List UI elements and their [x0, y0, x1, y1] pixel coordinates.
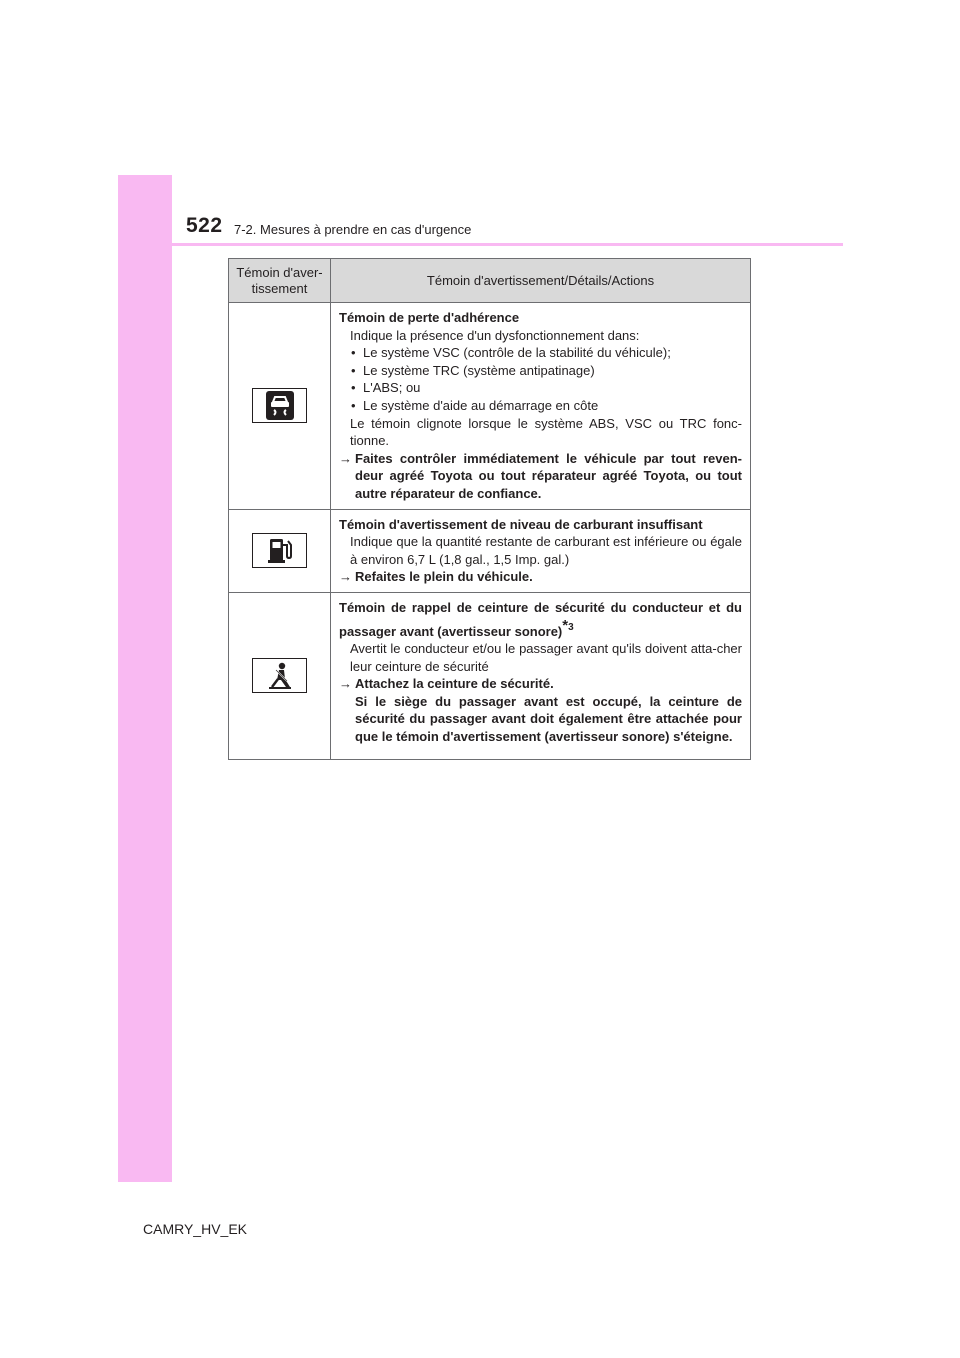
row-note: Le témoin clignote lorsque le système ABS, VSC ou TRC fonc-tionne.	[350, 415, 742, 449]
warning-light-table	[228, 258, 751, 760]
table-row	[229, 592, 751, 759]
arrow-icon: →	[339, 676, 352, 692]
column-header-details: Témoin d'avertissement/Détails/Actions	[331, 259, 751, 303]
fuel-pump-icon	[252, 533, 307, 568]
footnote-star: *	[562, 616, 569, 634]
row-action	[339, 675, 742, 693]
row-intro: Indique la présence d'un dysfonctionnement dans:	[350, 327, 640, 343]
list-item: • Le système d'aide au démarrage en côte	[339, 397, 742, 415]
list-item: • Le système TRC (système antipatinage)	[339, 362, 742, 380]
row-intro: Avertit le conducteur et/ou le passager avant qu'ils doivent atta-cher leur ceinture de sécurité	[350, 641, 742, 674]
document-code: CAMRY_HV_EK	[143, 1221, 248, 1237]
row-intro: Indique que la quantité restante de carburant est inférieure ou égale à environ 6,7 L (1,8 gal., 1,5 Imp. gal.)	[350, 534, 742, 567]
seat-belt-icon	[252, 658, 307, 693]
arrow-icon: →	[339, 450, 352, 466]
row-action	[339, 450, 742, 503]
table-row	[229, 509, 751, 592]
list-item: • Le système VSC (contrôle de la stabilité du véhicule);	[339, 344, 742, 362]
row-action	[339, 568, 742, 586]
row-title	[339, 599, 742, 640]
section-title: 7-2. Mesures à prendre en cas d'urgence	[234, 222, 472, 237]
column-header-icon-line2: tissement	[251, 280, 308, 296]
row-action-text: Attachez la ceinture de sécurité.	[355, 676, 554, 692]
row-title: Témoin d'avertissement de niveau de carburant insuffisant	[339, 516, 703, 532]
arrow-icon: →	[339, 569, 352, 585]
list-item: • L'ABS; ou	[339, 379, 742, 397]
row-title-text: Témoin de rappel de ceinture de sécurité du conducteur et du passager avant (avertisseur sonore)	[339, 599, 742, 639]
details-cell	[331, 509, 751, 592]
column-header-icon-line1: Témoin d'aver-	[236, 264, 323, 280]
slip-indicator-icon	[252, 388, 307, 423]
row-title: Témoin de perte d'adhérence	[339, 310, 520, 325]
row-action-detail: Si le siège du passager avant est occupé, la ceinture de sécurité du passager avant doit également être attachée pour que le témoin d'avertissement (avertisseur sonore) s'éteigne.	[355, 693, 742, 745]
footnote-number: 3	[568, 621, 574, 633]
table-header-row	[229, 259, 751, 303]
footnote-marker	[562, 616, 574, 634]
icon-cell	[229, 303, 331, 510]
icon-cell	[229, 592, 331, 759]
column-header-icon	[229, 259, 331, 303]
table-row	[229, 303, 751, 510]
side-color-band	[118, 175, 172, 1182]
page-number: 522	[186, 214, 223, 237]
icon-cell	[229, 509, 331, 592]
details-cell	[331, 592, 751, 759]
header-divider	[118, 243, 843, 246]
row-action-text: Refaites le plein du véhicule.	[355, 569, 533, 585]
details-cell	[331, 303, 751, 510]
row-action-text: Faites contrôler immédiatement le véhicule par tout reven-deur agréé Toyota ou tout réparateur agréé Toyota, ou tout autre réparateur de confiance.	[355, 450, 742, 501]
